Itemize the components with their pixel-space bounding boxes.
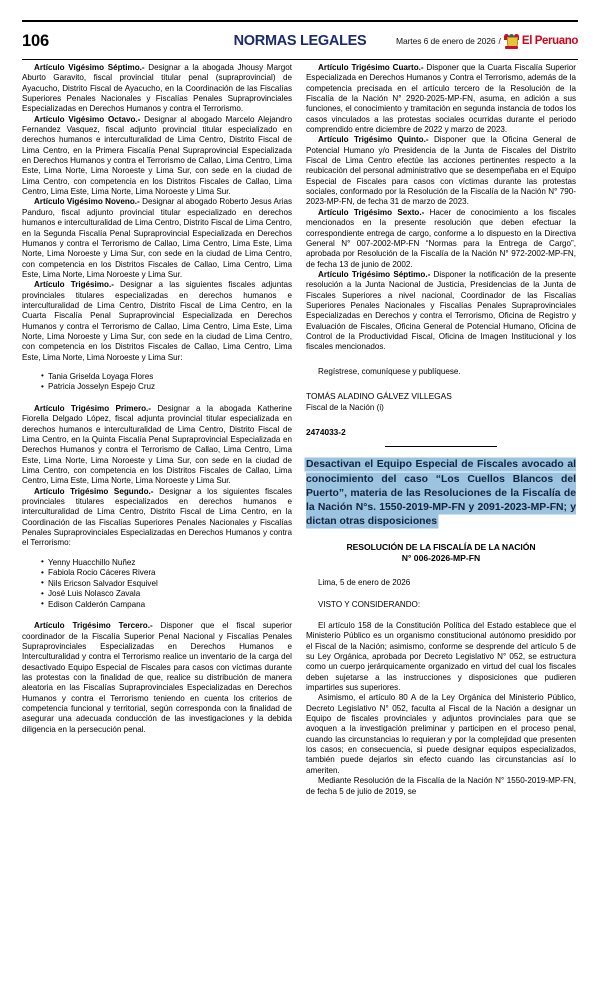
publication-date: Martes 6 de enero de 2026: [395, 36, 496, 46]
article-label: Artículo Trigésimo.-: [34, 280, 114, 290]
brand-name: El Peruano: [521, 35, 578, 47]
name-list-2: [22, 558, 292, 611]
masthead-right: [396, 34, 578, 49]
article-paragraph: [306, 270, 576, 353]
list-item: • Patricia Josselyn Espejo Cruz: [48, 382, 292, 393]
article-text: Designar a la abogada Katherine Fiorella Delgado López, fiscal adjunta provincial titular especializada en derechos humanos e interculturalidad de Lima Centro, Distrito Fiscal de Lima Centro, en la Quinta Fiscalía Penal Supraprovincial Especializada en Derechos Humanos y contra el Terrorismo de Callao, Lima Centro, Lima Este, Lima Norte, Lima Noroeste y Lima Sur, con sede en la ciudad de Lima Centro, con competencia en los Distritos Fiscales de Callao, Lima Centro, Lima Este, Lima Norte, Lima Noroeste y Lima Sur.: [22, 403, 292, 486]
list-item: • Tania Griselda Loyaga Flores: [48, 372, 292, 383]
list-item: • Edison Calderón Campana: [48, 600, 292, 611]
closing-formula: Regístrese, comuníquese y publíquese.: [318, 366, 461, 376]
article-label: Artículo Trigésimo Segundo.-: [34, 486, 154, 496]
article-paragraph: [22, 63, 292, 115]
signatory-name: TOMÁS ALADINO GÁLVEZ VILLEGAS: [306, 390, 452, 401]
page-number: 106: [22, 31, 49, 50]
publication-title: NORMAS LEGALES: [233, 33, 367, 49]
article-text: Designar a los siguientes fiscales provinciales titulares especializados en derechos humanos e interculturalidad de Lima Centro, Distrito Fiscal de Lima Centro, en la Coordinación de las Fiscalías Superiores Penales Nacionales y Fiscalías Penales Supraprovinciales Especializadas en Derechos Humanos y contra el Terrorismo:: [22, 486, 292, 548]
masthead-bottom-rule: [22, 59, 578, 60]
article-label: Artículo Vigésimo Séptimo.-: [34, 63, 145, 72]
article-paragraph: [22, 280, 292, 363]
body-paragraph: El artículo 158 de la Constitución Política del Estado establece que el Ministerio Público es un organismo constitucional autónomo presidido por el Fiscal de la Nación; asimismo, conforme se desprende del artículo 5 de su Ley Orgánica, aprobada por Decreto Legislativo N° 052, se estructura como un cuerpo jerárquicamente organizado en virtud del cual los fiscales deben sujetarse a las instrucciones y disposiciones que pudieren impartirles sus superiores.: [306, 621, 576, 693]
article-paragraph: [306, 208, 576, 270]
article-text: Hacer de conocimiento a los fiscales mencionados en la presente resolución que deben efectuar la correspondiente entrega de cargo, conforme a lo dispuesto en la Directiva General N° 007-2002-MP-FN “Normas para la Entrega de Cargo”, aprobada por Resolución de la Fiscalía de la Nación N° 972-2002-MP-FN, de fecha 13 de junio de 2002.: [306, 207, 576, 269]
resolution-number: N° 006-2026-MP-FN: [401, 553, 481, 564]
article-paragraph: [22, 487, 292, 549]
article-label: Artículo Trigésimo Quinto.-: [318, 135, 429, 145]
article-text: Disponer que la Cuarta Fiscalía Superior Especializada en Derechos Humanos y Contra el Terrorismo, además de la competencia precisada en el artículo tercero de la Resolución de la Fiscalía de la Nación N° 2920-2025-MP-FN, asuma, en adición a sus funciones, el conocimiento y tramitación en segunda instancia de todos los casos vinculados a las protestas sociales ocurridas durante el periodo comprendido entre diciembre de 2022 y marzo de 2023.: [306, 63, 576, 135]
article-text: Disponer la notificación de la presente resolución a la Junta Nacional de Justicia, Presidencias de la Junta de Fiscales Superiores a nivel nacional, Coordinador de las Fiscalías Superiores Penales Nacionales y Fiscalías Penales Supraprovinciales Especializadas en Derechos y contra el Terrorismo, Oficina de Registro y Evaluación de Fiscales, Oficina General de Potencial Humano, Oficina de Control de la Productividad Fiscal, Oficina de Imagen Institucional y los fiscales mencionados.: [306, 269, 576, 352]
article-paragraph: [22, 404, 292, 487]
body-paragraph: Asimismo, el artículo 80 A de la Ley Orgánica del Ministerio Público, Decreto Legislativo N° 052, faculta al Fiscal de la Nación a designar un Equipo de fiscales provinciales y adjuntos provinciales para que se avoquen a la investigación preliminar y participen en el proceso penal, cuando las circunstancias lo requieran y por la complejidad que presenten los casos; en consecuencia, si puede designar equipos especializados, también puede dejarlos sin efecto cuando las circunstancias así lo ameriten.: [306, 693, 576, 775]
visto-heading: VISTO Y CONSIDERANDO:: [318, 599, 421, 609]
list-item: • Yenny Huacchillo Nuñez: [48, 558, 292, 569]
masthead-separator: /: [498, 36, 501, 46]
resolution-headline: [306, 458, 576, 529]
article-paragraph: [22, 197, 292, 280]
place-and-date: Lima, 5 de enero de 2026: [318, 578, 411, 588]
page-masthead: [22, 0, 578, 56]
article-text: Disponer que la Oficina General de Potencial Humano y/o Presidencia de la Junta de Fiscales del Distrito Fiscal de Lima Centro efectúe las acciones pertinentes respecto a la reubicación del personal administrativo que se desempeñaba en el Equipo Especial de Fiscales para casos con víctimas durante las protestas sociales, conformado por la Resolución de la Fiscalía de la Nación N° 790-2023-MP-FN, de fecha 31 de marzo de 2023.: [306, 135, 576, 207]
article-text: Designar al abogado Roberto Jesus Arias Panduro, fiscal adjunto provincial titular especializado en derechos humanos e interculturalidad de Lima Centro, Distrito Fiscal de Lima Centro, en la Segunda Fiscalía Penal Supraprovincial Especializada en Derechos Humanos y contra el Terrorismo de Callao, Lima Centro, Lima Este, Lima Norte, Lima Noroeste y Lima Sur, con sede en la ciudad de Lima Centro, con competencia en los Distritos Fiscales de Callao, Lima Centro, Lima Este, Lima Norte, Lima Noroeste y Lima Sur.: [22, 197, 292, 279]
article-label: Artículo Vigésimo Octavo.-: [34, 114, 141, 124]
article-label: Artículo Trigésimo Cuarto.-: [318, 63, 424, 72]
article-paragraph: [306, 135, 576, 207]
resolution-title: RESOLUCIÓN DE LA FISCALÍA DE LA NACIÓN: [346, 542, 536, 553]
section-divider: [385, 446, 497, 447]
peru-coat-of-arms-icon: [504, 34, 519, 49]
article-label: Artículo Trigésimo Séptimo.-: [318, 269, 431, 279]
article-text: Disponer que el fiscal superior coordinador de la Fiscalía Superior Penal Nacional y Fiscalías Penales Supraprovinciales Especializadas en Derechos Humanos e Interculturalidad y contra el Terrorismo realice un inventario de la carga del desactivado Equipo Especial de Fiscales para casos con víctimas durante las protestas con la finalidad de que, realice su distribución de manera aleatoria en las Fiscalías Supraprovinciales Especializadas en Derechos Humanos y contra el Terrorismo teniendo en cuenta los criterios de competencia funcional y territorial, según corresponda con la finalidad de asegurar una adecuada conducción de las investigaciones y la debida diligencia en la persecución penal.: [22, 621, 292, 734]
article-paragraph: [22, 115, 292, 198]
name-list-1: [22, 372, 292, 393]
article-text: Designar a las siguientes fiscales adjuntas provinciales titulares especializadas en derechos humanos e interculturalidad de Lima Centro, Distrito Fiscal de Lima Centro, en la Cuarta Fiscalía Penal Supraprovincial Especializada en Derechos Humanos y contra el Terrorismo de Callao, Lima Centro, Lima Este, Lima Norte, Lima Noroeste y Lima Sur, con sede en la ciudad de Lima Centro, con competencia en los Distritos Fiscales de Callao, Lima Centro, Lima Este, Lima Norte, Lima Noroeste y Lima Sur:: [22, 280, 292, 362]
list-item: • Nils Ericson Salvador Esquivel: [48, 579, 292, 590]
headline-highlight: Desactivan el Equipo Especial de Fiscales avocado al conocimiento del caso “Los Cuellos Blancos del Puerto”, materia de las Resoluciones de la Fiscalía de la Nación N°s. 1550-2019-MP-FN y 2091-2023-MP-FN; y dictan otras disposiciones: [306, 459, 576, 528]
article-paragraph: [306, 63, 576, 135]
body-paragraph: Mediante Resolución de la Fiscalía de la Nación N° 1550-2019-MP-FN, de fecha 5 de julio de 2019, se: [306, 776, 576, 796]
article-columns: [22, 63, 578, 985]
article-label: Artículo Trigésimo Sexto.-: [318, 207, 425, 217]
left-column: [22, 63, 292, 985]
document-number: 2474033-2: [306, 426, 346, 437]
list-item: • José Luis Nolasco Zavala: [48, 589, 292, 600]
article-text: Designar a la abogada Jhousy Margot Aburto Garavito, fiscal provincial titular penal (supraprovincial) de Ayacucho, Distrito Fiscal de Ayacucho, en la Coordinación de las Fiscalías Superiores Penales Nacionales y Fiscalías Penales Supraprovinciales Especializadas en Derechos Humanos y contra el Terrorismo.: [22, 63, 292, 114]
article-text: Designar al abogado Marcelo Alejandro Fernandez Vasquez, fiscal adjunto provincial titular especializado en derechos humanos e interculturalidad de Lima Centro, Distrito Fiscal de Lima Centro, en la Primera Fiscalía Penal Supraprovincial Especializada en Derechos Humanos y contra el Terrorismo de Callao, Lima Centro, Lima Este, Lima Norte, Lima Noroeste y Lima Sur, con sede en la ciudad de Lima Centro, con competencia en los Distritos Fiscales de Callao, Lima Centro, Lima Este, Lima Norte, Lima Noroeste y Lima Sur.: [22, 114, 292, 197]
list-item: • Fabiola Rocio Cáceres Rivera: [48, 568, 292, 579]
article-paragraph: [22, 621, 292, 735]
article-label: Artículo Vigésimo Noveno.-: [34, 197, 140, 207]
article-label: Artículo Trigésimo Primero.-: [34, 403, 151, 413]
article-label: Artículo Trigésimo Tercero.-: [34, 621, 153, 631]
right-column: [306, 63, 576, 985]
signatory-role: Fiscal de la Nación (i): [306, 402, 384, 412]
